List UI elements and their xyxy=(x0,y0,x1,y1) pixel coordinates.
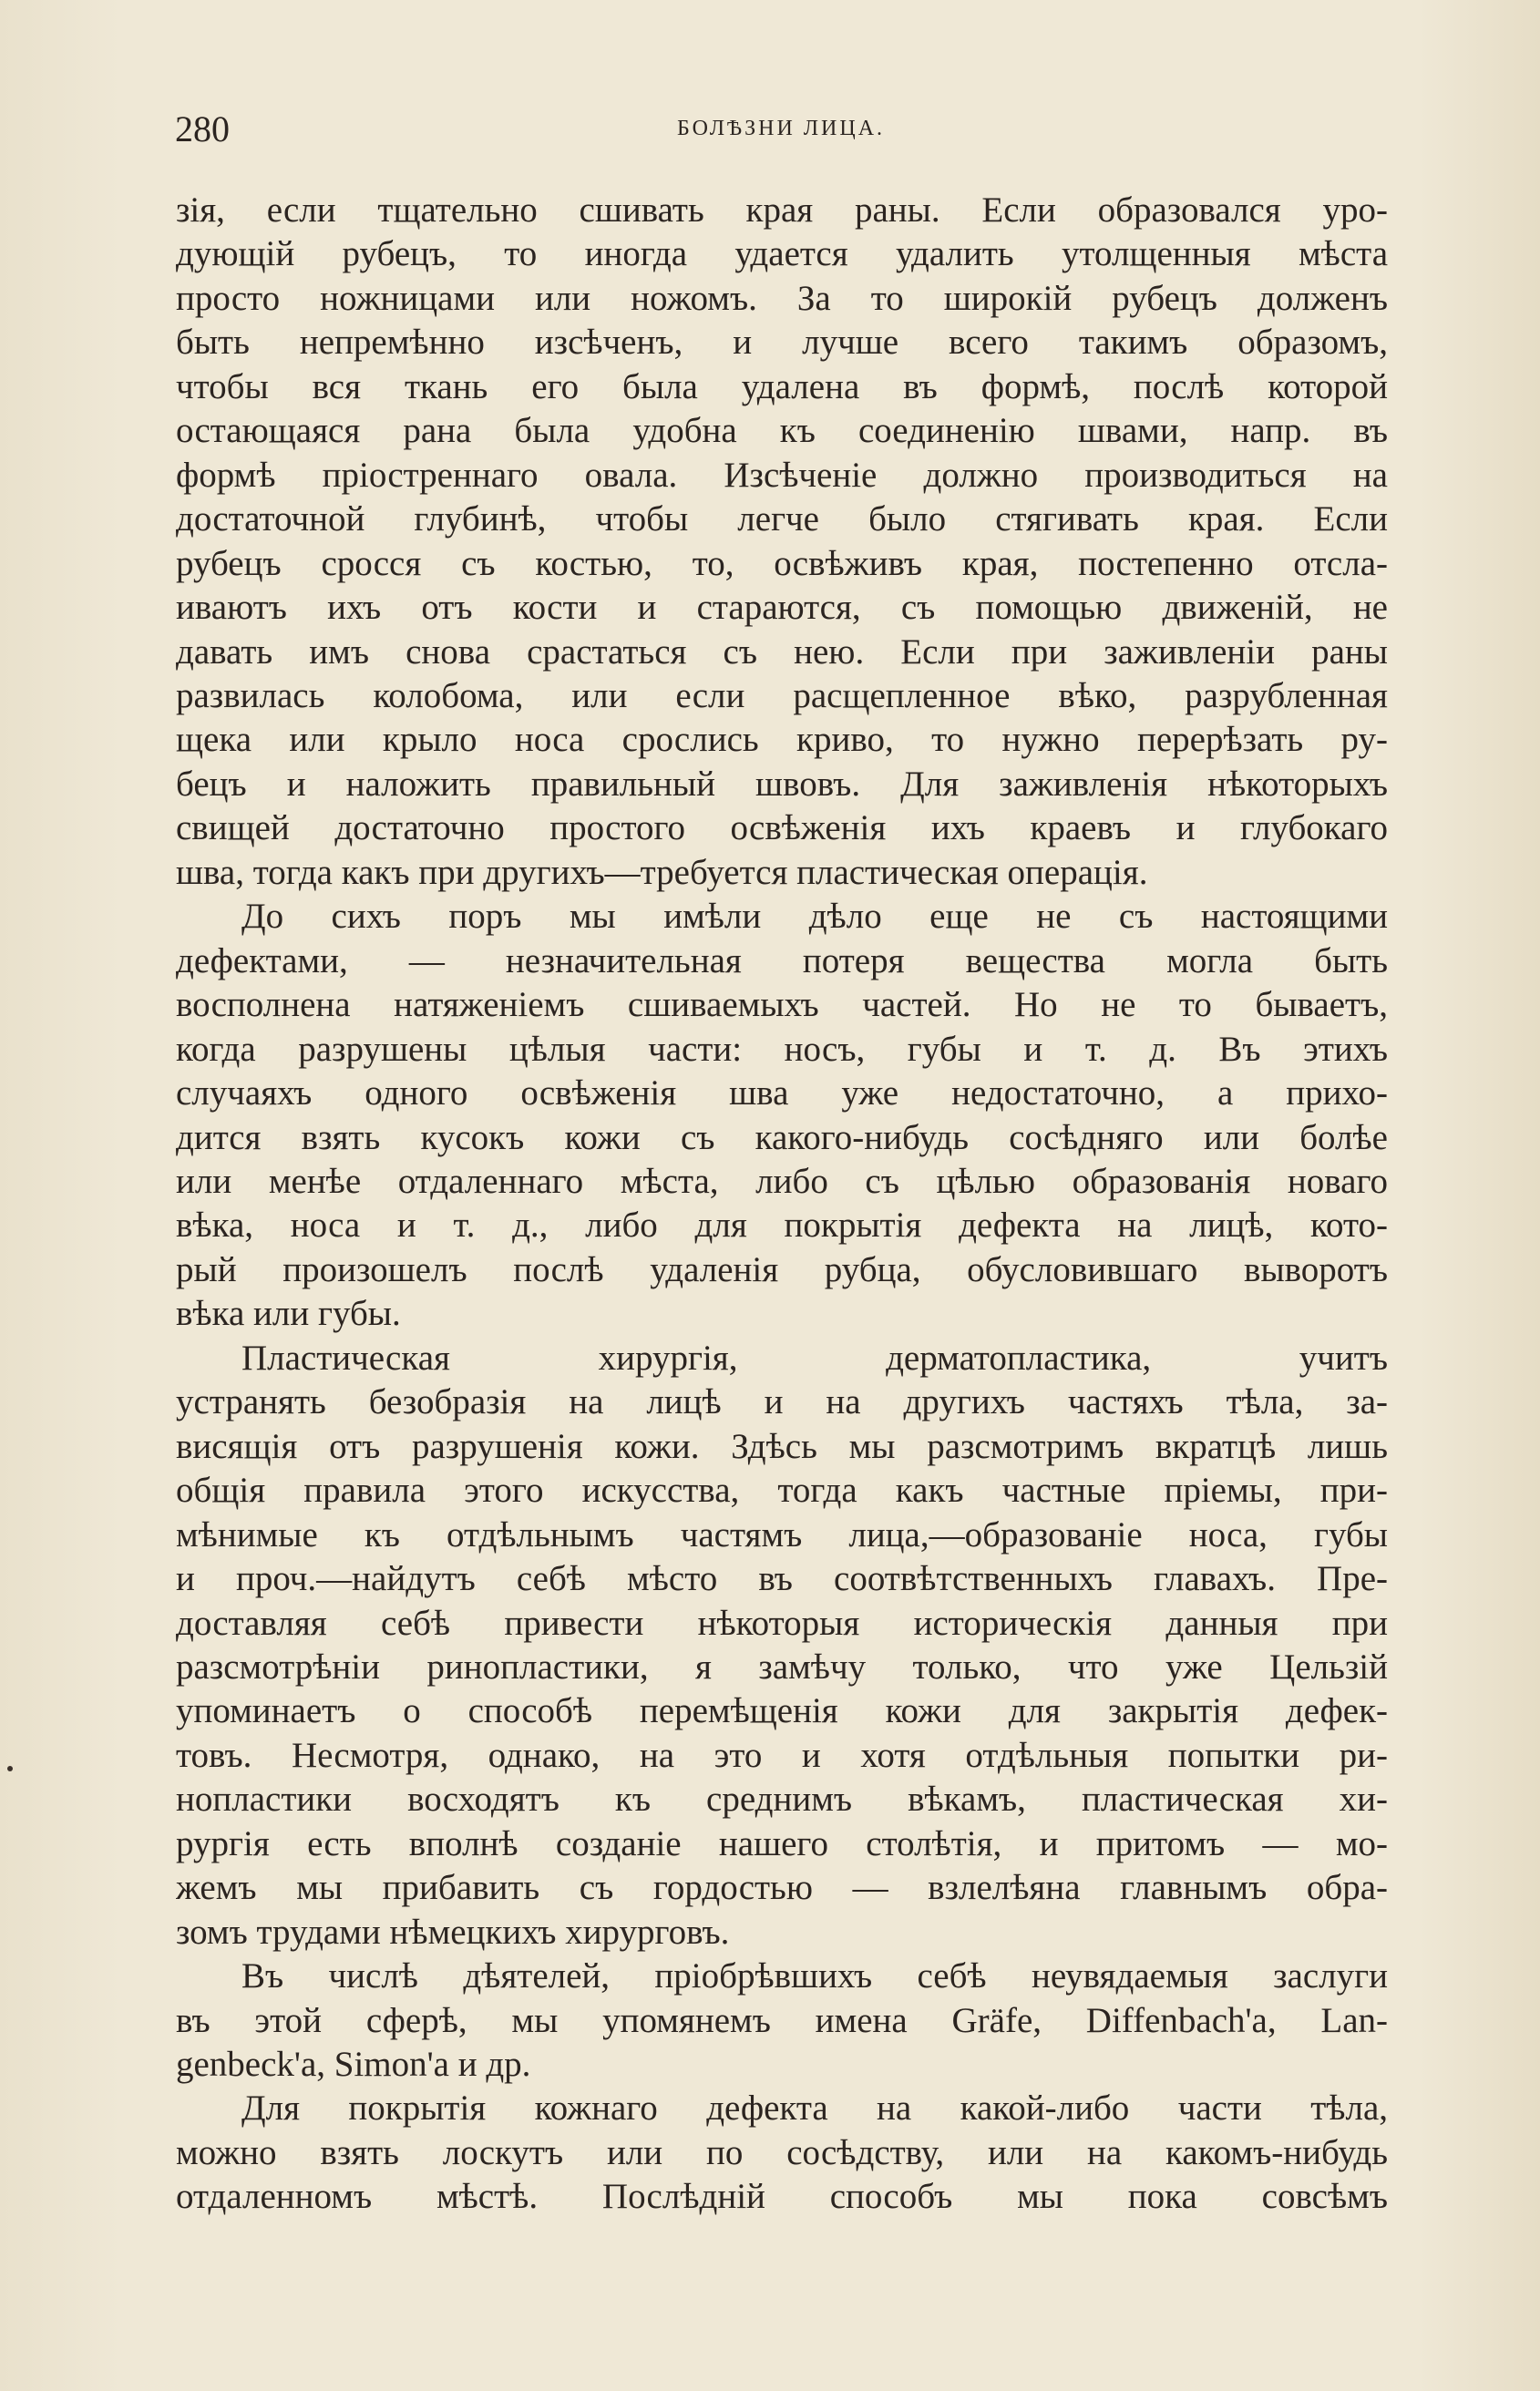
text-line: быть непремѣнно изсѣченъ, и лучше всего такимъ образомъ, xyxy=(176,323,1388,363)
text-block xyxy=(176,189,1388,2220)
text-line: шва, тогда какъ при другихъ—требуется пластическая операція. xyxy=(176,852,1148,892)
text-line: жемъ мы прибавить съ гордостью — взлелѣяна главнымъ обра- xyxy=(176,1868,1388,1908)
text-line: отдаленномъ мѣстѣ. Послѣдній способъ мы пока совсѣмъ xyxy=(176,2177,1388,2217)
text-line: формѣ пріостреннаго овала. Изсѣченіе должно производиться на xyxy=(176,455,1388,495)
text-line: дующій рубецъ, то иногда удается удалить утолщенныя мѣста xyxy=(176,234,1388,274)
text-line: восполнена натяженіемъ сшиваемыхъ частей. Но не то бываетъ, xyxy=(176,985,1388,1025)
text-line: развилась колобома, или если расщепленное вѣко, разрубленная xyxy=(176,675,1388,715)
text-line: Въ числѣ дѣятелей, пріобрѣвшихъ себѣ неувядаемыя заслуги xyxy=(241,1956,1388,1996)
text-line: остающаяся рана была удобна къ соединенію швами, напр. въ xyxy=(176,411,1388,451)
text-line: вѣка или губы. xyxy=(176,1294,401,1334)
text-line: Пластическая хирургія, дерматопластика, учитъ xyxy=(241,1338,1388,1378)
text-line: мѣнимые къ отдѣльнымъ частямъ лица,—образованіе носа, губы xyxy=(176,1514,1388,1555)
text-line: рубецъ сросся съ костью, то, освѣживъ края, постепенно отсла- xyxy=(176,543,1388,583)
text-line: рургія есть вполнѣ созданіе нашего столѣтія, и притомъ — мо- xyxy=(176,1823,1388,1863)
text-line: давать имъ снова срастаться съ нею. Если при заживленіи раны xyxy=(176,631,1388,672)
text-line: genbeck'a, Simon'a и др. xyxy=(176,2045,531,2085)
text-line: разсмотрѣніи ринопластики, я замѣчу только, что уже Цельзій xyxy=(176,1647,1388,1687)
text-line: щека или крыло носа срослись криво, то нужно перерѣзать ру- xyxy=(176,720,1388,760)
text-line: устранять безобразія на лицѣ и на другихъ частяхъ тѣла, за- xyxy=(176,1382,1388,1422)
text-line: когда разрушены цѣлыя части: носъ, губы и т. д. Въ этихъ xyxy=(176,1029,1388,1069)
text-line: До сихъ поръ мы имѣли дѣло еще не съ настоящими xyxy=(241,897,1388,937)
text-line: зія, если тщательно сшивать края раны. Если образовался уро- xyxy=(176,190,1388,230)
text-line: иваютъ ихъ отъ кости и стараются, съ помощью движеній, не xyxy=(176,588,1388,628)
running-title: БОЛѢЗНИ ЛИЦА. xyxy=(676,117,886,140)
text-line: Для покрытія кожнаго дефекта на какой-либо части тѣла, xyxy=(241,2088,1388,2129)
text-line: просто ножницами или ножомъ. За то широкій рубецъ долженъ xyxy=(176,278,1388,318)
text-line: бецъ и наложить правильный швовъ. Для заживленія нѣкоторыхъ xyxy=(176,764,1388,804)
text-line: свищей достаточно простого освѣженія ихъ краевъ и глубокаго xyxy=(176,808,1388,848)
text-line: достаточной глубинѣ, чтобы легче было стягивать края. Если xyxy=(176,499,1388,539)
page-header xyxy=(175,108,1387,162)
text-line: вѣка, носа и т. д., либо для покрытія дефекта на лицѣ, кото- xyxy=(176,1206,1388,1246)
text-line: случаяхъ одного освѣженія шва уже недостаточно, а прихо- xyxy=(176,1073,1388,1113)
page-number: 280 xyxy=(175,108,230,149)
text-line: въ этой сферѣ, мы упомянемъ имена Gräfe, Diffenbach'a, Lan- xyxy=(176,2000,1388,2040)
text-line: чтобы вся ткань его была удалена въ формѣ, послѣ которой xyxy=(176,366,1388,406)
text-line: упоминаетъ о способѣ перемѣщенія кожи для закрытія дефек- xyxy=(176,1691,1388,1731)
text-line: нопластики восходятъ къ среднимъ вѣкамъ, пластическая хи- xyxy=(176,1780,1388,1820)
text-line: зомъ трудами нѣмецкихъ хирурговъ. xyxy=(176,1912,730,1952)
ink-speck xyxy=(7,1766,13,1771)
text-line: рый произошелъ послѣ удаленія рубца, обусловившаго выворотъ xyxy=(176,1249,1388,1289)
text-line: висящія отъ разрушенія кожи. Здѣсь мы разсмотримъ вкратцѣ лишь xyxy=(176,1426,1388,1466)
text-line: товъ. Несмотря, однако, на это и хотя отдѣльныя попытки ри- xyxy=(176,1735,1388,1775)
body-text xyxy=(176,189,1388,2220)
text-line: дится взять кусокъ кожи съ какого-нибудь сосѣдняго или болѣе xyxy=(176,1117,1388,1157)
text-line: дефектами, — незначительная потеря вещества могла быть xyxy=(176,940,1388,980)
text-line: можно взять лоскутъ или по сосѣдству, или на какомъ-нибудь xyxy=(176,2132,1388,2172)
text-line: доставляя себѣ привести нѣкоторыя историческія данныя при xyxy=(176,1603,1388,1643)
text-line: общія правила этого искусства, тогда какъ частные пріемы, при- xyxy=(176,1471,1388,1511)
text-line: и проч.—найдутъ себѣ мѣсто въ соотвѣтственныхъ главахъ. Пре- xyxy=(176,1559,1388,1599)
text-line: или менѣе отдаленнаго мѣста, либо съ цѣлью образованія новаго xyxy=(176,1161,1388,1201)
